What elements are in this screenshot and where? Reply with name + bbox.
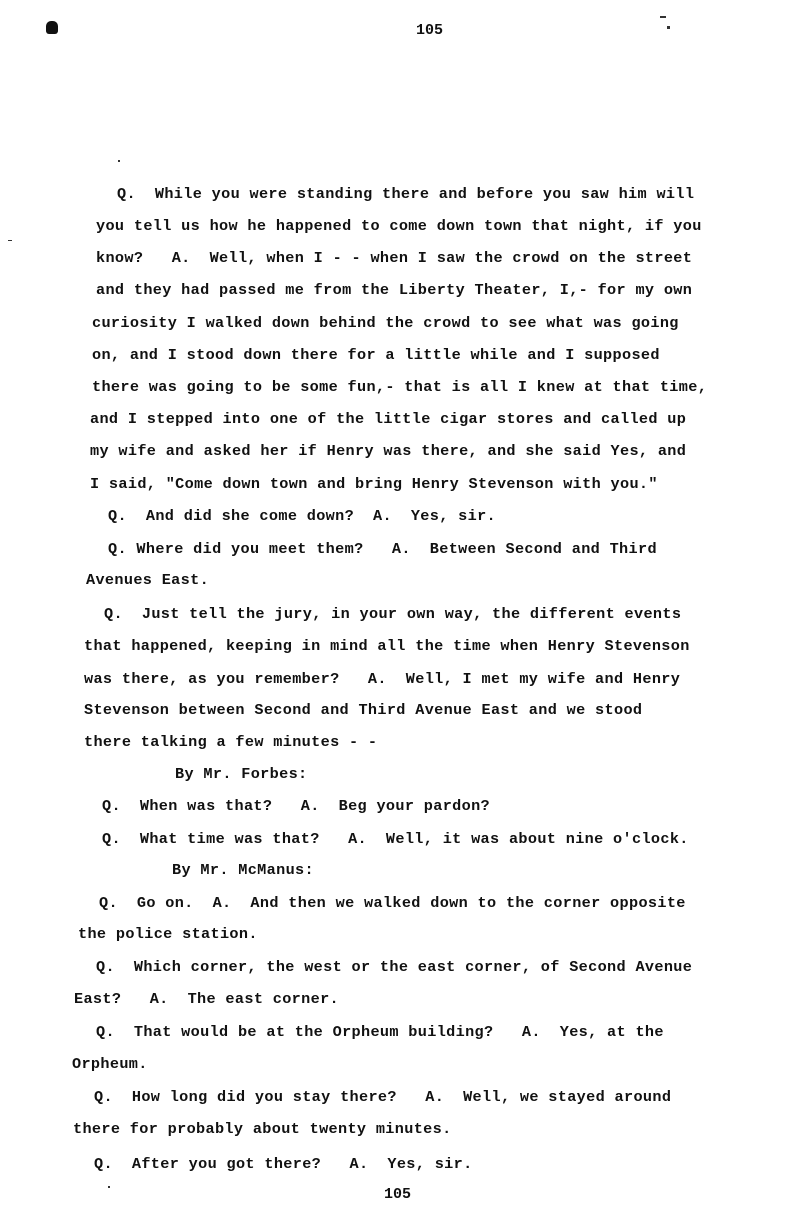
page-number-bottom: 105 <box>384 1186 412 1203</box>
transcript-line: Q. And did she come down? A. Yes, sir. <box>108 507 497 525</box>
transcript-line: Q. That would be at the Orpheum building? A. Yes, at the <box>96 1023 664 1041</box>
transcript-line: and they had passed me from the Liberty Theater, I,- for my own <box>96 281 693 299</box>
transcript-line: the police station. <box>78 925 258 943</box>
transcript-line: there was going to be some fun,- that is all I knew at that time, <box>92 378 708 396</box>
transcript-line: there for probably about twenty minutes. <box>73 1120 452 1138</box>
scan-speck <box>8 240 12 241</box>
transcript-line: Q. How long did you stay there? A. Well, we stayed around <box>94 1088 672 1106</box>
transcript-line: on, and I stood down there for a little while and I supposed <box>92 346 660 364</box>
transcript-line: that happened, keeping in mind all the time when Henry Stevenson <box>84 637 690 655</box>
transcript-line: my wife and asked her if Henry was there, and she said Yes, and <box>90 442 687 460</box>
transcript-line: Q. After you got there? A. Yes, sir. <box>94 1155 473 1173</box>
scan-speck <box>660 16 666 18</box>
transcript-line: there talking a few minutes - - <box>84 733 378 751</box>
transcript-line: Q. Just tell the jury, in your own way, the different events <box>104 605 682 623</box>
transcript-line: Q. Where did you meet them? A. Between Second and Third <box>108 540 657 558</box>
transcript-line: know? A. Well, when I - - when I saw the crowd on the street <box>96 249 693 267</box>
transcript-line: By Mr. McManus: <box>172 861 314 879</box>
transcript-line: Q. When was that? A. Beg your pardon? <box>102 797 491 815</box>
transcript-line: Avenues East. <box>86 571 210 589</box>
scan-speck <box>667 26 670 29</box>
transcript-line: Q. Which corner, the west or the east corner, of Second Avenue <box>96 958 693 976</box>
page-number-top: 105 <box>416 22 444 39</box>
transcript-line: Orpheum. <box>72 1055 148 1073</box>
transcript-line: Q. While you were standing there and before you saw him will <box>117 185 695 203</box>
transcript-line: you tell us how he happened to come down town that night, if you <box>96 217 702 235</box>
transcript-line: was there, as you remember? A. Well, I met my wife and Henry <box>84 670 681 688</box>
transcript-line: and I stepped into one of the little cigar stores and called up <box>90 410 687 428</box>
transcript-line: Q. What time was that? A. Well, it was about nine o'clock. <box>102 830 689 848</box>
transcript-line: Q. Go on. A. And then we walked down to the corner opposite <box>99 894 686 912</box>
transcript-line: East? A. The east corner. <box>74 990 339 1008</box>
transcript-line: Stevenson between Second and Third Avenue East and we stood <box>84 701 643 719</box>
transcript-line: I said, "Come down town and bring Henry Stevenson with you." <box>90 475 658 493</box>
transcript-line: curiosity I walked down behind the crowd to see what was going <box>92 314 679 332</box>
scan-speck <box>118 160 120 162</box>
ink-blot-mark <box>46 21 58 34</box>
scan-speck <box>108 1186 110 1188</box>
transcript-line: By Mr. Forbes: <box>175 765 308 783</box>
